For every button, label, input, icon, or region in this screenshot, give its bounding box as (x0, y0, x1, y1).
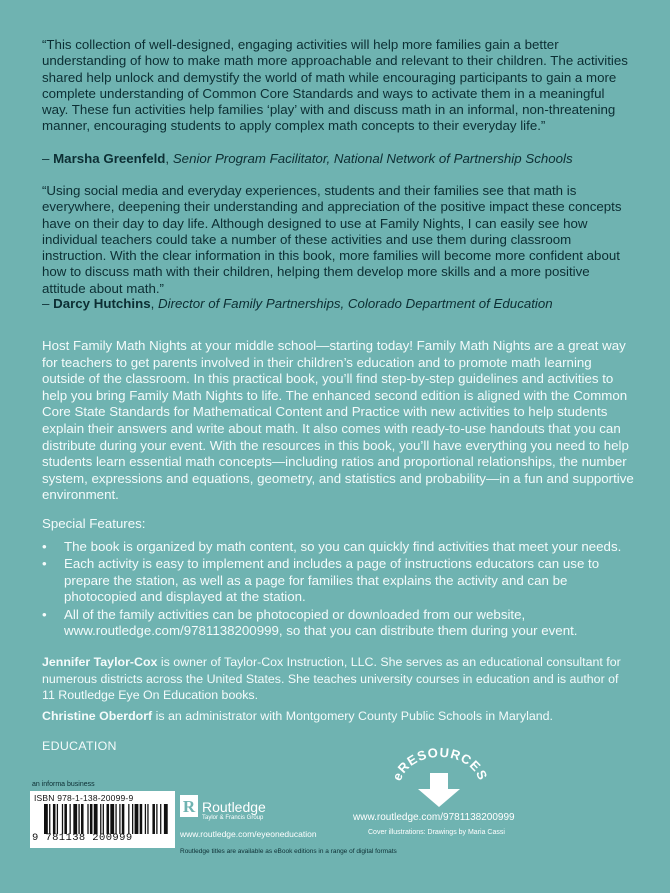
feature-text: All of the family activities can be photocopied or downloaded from our website, www.routledge.com/9781138200999, so that you can distribute them during your event. (64, 606, 578, 639)
barcode-bar (78, 804, 79, 834)
feature-text: Each activity is easy to implement and includes a page of instructions educators can use to prepare the station, as well as a page for families that explains the activity and can be photocopied and displayed at the station. (64, 556, 600, 605)
publisher-url: www.routledge.com/eyeoneducation (180, 829, 317, 839)
bullet-icon: • (42, 539, 47, 554)
barcode-bar (53, 804, 56, 834)
barcode-bar (132, 804, 133, 834)
barcode-bar (64, 804, 67, 834)
routledge-logo-letter: R (182, 797, 196, 816)
barcode-bar (147, 804, 148, 834)
testimonial-author: Marsha Greenfeld (53, 151, 166, 166)
feature-text: The book is organized by math content, so you can quickly find activities that meet your needs. (64, 539, 622, 554)
barcode-bar (160, 804, 161, 834)
barcode-bar (152, 804, 155, 834)
list-item (42, 556, 634, 605)
cover-credit: Cover illustrations: Drawings by Maria Cassi (368, 829, 505, 836)
barcode-bars (44, 804, 169, 834)
barcode-bar (87, 804, 88, 834)
barcode-bar (140, 804, 143, 834)
publisher-subtitle: Taylor & Francis Group (202, 815, 264, 821)
barcode-bar (119, 804, 120, 834)
testimonial-author: Darcy Hutchins (53, 296, 151, 311)
attribution-dash: – (42, 296, 54, 311)
author-bio-text: is owner of Taylor-Cox Instruction, LLC. She serves as an educational consultant for numerous districts across the United States. She teaches university courses in education and is author of 11 Routledge Eye On Education books. (42, 655, 621, 703)
barcode-bar (135, 804, 139, 834)
testimonial-role: Director of Family Partnerships, Colorado Department of Education (158, 296, 553, 311)
author-name: Christine Oberdorf (42, 709, 153, 723)
barcode-bar (90, 804, 93, 834)
attribution-separator: , (165, 151, 173, 166)
barcode-bar (107, 804, 110, 834)
attribution-separator: , (150, 296, 159, 311)
special-features-list (42, 539, 634, 640)
bullet-icon: • (42, 606, 47, 622)
barcode-bar (94, 804, 98, 834)
barcode-bar (128, 804, 129, 834)
category-label: EDUCATION (42, 739, 117, 753)
barcode-bar (115, 804, 116, 834)
barcode-bar (103, 804, 104, 834)
list-item (42, 607, 634, 640)
barcode-bar (70, 804, 71, 834)
book-description: Host Family Math Nights at your middle school—starting today! Family Math Nights are a great way for teachers to get parents involved in their children’s education and to promote math learning outside of the classroom. In this practical book, you’ll find step-by-step guidelines and activities to help you bring Family Math Nights to life. The enhanced second edition is aligned with the Common Core State Standards for Mathematical Content and Practice with new activities to help students explain their answers and write about math. It also comes with ready-to-use handouts that you can distribute during your event. With the resources in this book, you’ll have everything you need to help students learn essential math concepts—including ratios and proportional relationships, the number system, expressions and equations, geometry, and statistics and probability—in a fun and supportive environment. (42, 338, 634, 503)
barcode-bar (73, 804, 77, 834)
ebook-note: Routledge titles are available as eBook editions in a range of digital formats (180, 848, 397, 855)
barcode-bar (164, 804, 168, 834)
publisher-name: Routledge (202, 799, 266, 815)
barcode-bar (156, 804, 157, 834)
author-bio-text: is an administrator with Montgomery County Public Schools in Maryland. (152, 709, 553, 723)
barcode-bar (49, 804, 50, 834)
routledge-logo-icon (180, 795, 198, 817)
barcode-number: 9 781138 200999 (32, 832, 133, 844)
barcode-bar (62, 804, 63, 834)
barcode-bar (57, 804, 58, 834)
eresources-download-icon (384, 747, 494, 809)
author-bio (42, 654, 634, 704)
testimonial-attribution (42, 151, 573, 167)
isbn-label: ISBN 978-1-138-20099-9 (34, 793, 134, 803)
barcode-bar (122, 804, 125, 834)
barcode-bar (81, 804, 84, 834)
testimonial-attribution (42, 296, 553, 312)
isbn-barcode (30, 791, 175, 848)
special-features-heading: Special Features: (42, 516, 146, 531)
eresources-url: www.routledge.com/9781138200999 (353, 812, 515, 823)
informa-business-label: an informa business (32, 781, 95, 788)
author-bio (42, 708, 634, 725)
barcode-bar (145, 804, 146, 834)
eresources-label: eRESOURCES (389, 747, 491, 783)
barcode-bar (100, 804, 101, 834)
bullet-icon: • (42, 556, 47, 572)
barcode-bar (44, 804, 48, 834)
barcode-bar (110, 804, 114, 834)
testimonial-role: Senior Program Facilitator, National Network of Partnership Schools (172, 151, 573, 166)
author-name: Jennifer Taylor-Cox (42, 655, 158, 669)
testimonial-quote: “Using social media and everyday experiences, students and their families see that math is everywhere, deepening their understanding and appreciation of the positive impact these concepts have on their day to day life. Although designed to use at Family Nights, I can easily see how individual teachers could take a number of these activities and use them during classroom instruction. With the clear information in this book, more families will become more confident about how to discuss math with their children, helping them develop more skills and a more positive attitude about math.” (42, 183, 622, 296)
testimonial-quote: “This collection of well-designed, engaging activities will help more families gain a better understanding of how to make math more approachable and relevant to their children. The activities shared help unlock and demystify the world of math while encouraging participants to gain a more complete understanding of Common Core Standards and ways to activate them in a meaningful way. These fun activities help families ‘play’ with and discuss math in an informal, non-threatening manner, encouraging students to apply complex math concepts to their everyday life.” (42, 37, 628, 134)
list-item (42, 539, 634, 555)
attribution-dash: – (42, 151, 54, 166)
